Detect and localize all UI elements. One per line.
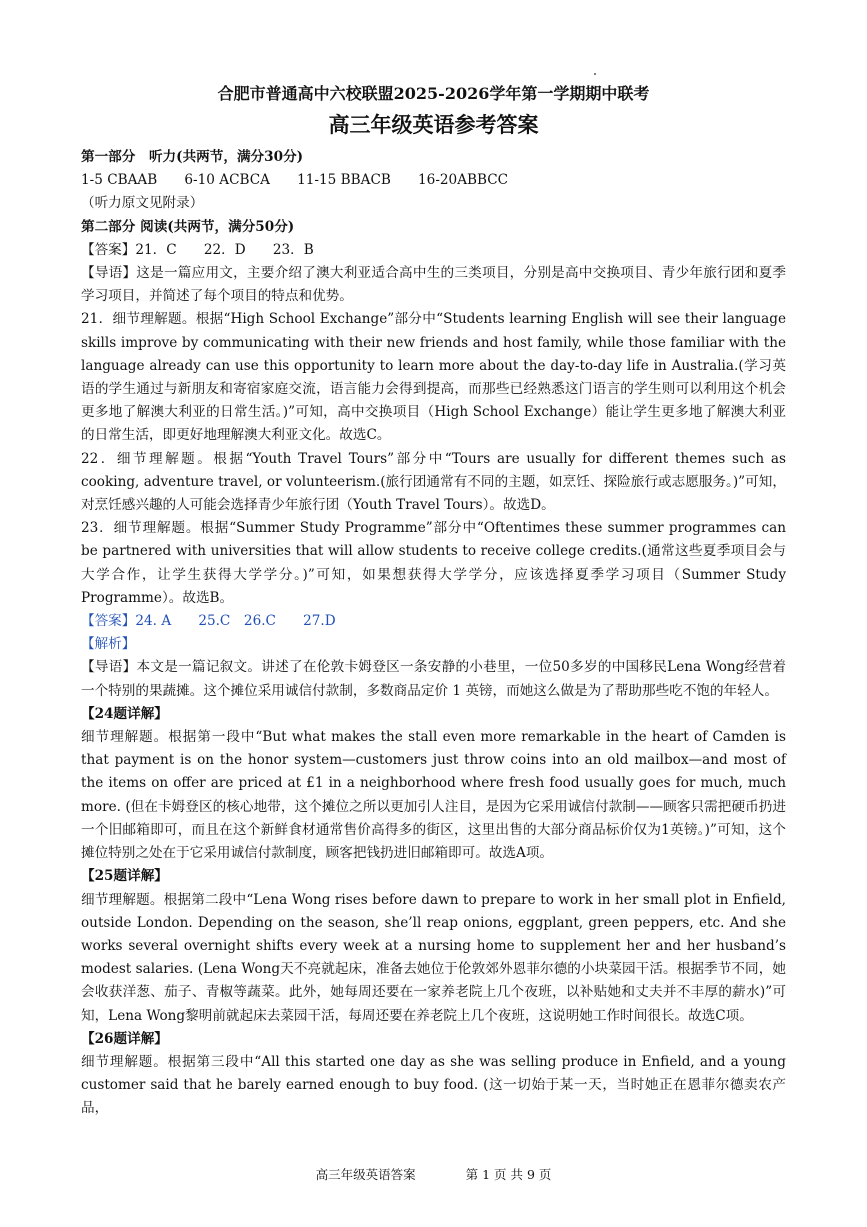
guide-b: 【导语】本文是一篇记叙文。讲述了在伦敦卡姆登区一条安静的小巷里，一位50多岁的中国移民Lena Wong经营着一个特别的果蔬摊。这个摊位采用诚信付款制，多数商品定价 1 英镑，而她这么做是为了帮助那些吃不饱的年轻人。 <box>81 659 786 699</box>
question-24-label: 【24题详解】 <box>81 705 168 722</box>
page-footer: 高三年级英语答案 第 1 页 共 9 页 <box>315 1167 552 1182</box>
analysis-label: 【解析】 <box>81 636 136 653</box>
part2-heading: 第二部分 阅读(共两节，满分50分) <box>81 218 295 235</box>
listening-answers: 1-5 CBAAB 6-10 ACBCA 11-15 BBACB 16-20ABBCC <box>81 172 509 189</box>
exam-title: 合肥市普通高中六校联盟2025-2026学年第一学期期中联考 <box>217 84 650 103</box>
answer-b: 【答案】24. A 25.C 26.C 27.D <box>81 613 336 630</box>
question-25-label: 【25题详解】 <box>81 868 168 885</box>
scan-dot <box>594 73 596 75</box>
part1-heading: 第一部分 听力(共两节，满分30分) <box>81 149 304 165</box>
answer-a: 【答案】21．C 22．D 23．B <box>81 241 314 258</box>
question-26-explanation: 细节理解题。根据第三段中“All this started one day as she was selling produce in Enfield, and a young customer said that he barely earned enough to buy food. (这一切始于某一天，当时她正在恩菲尔德卖农产品， <box>81 1053 786 1117</box>
question-22-explanation: 22．细节理解题。根据“Youth Travel Tours”部分中“Tours are usually for different themes such as cooking, adventure travel, or volunteerism.(旅行团通常有不同的主题，如烹饪、探险旅行或志愿服务。)”可知，对烹饪感兴趣的人可能会选择青少年旅行团（Youth Travel Tours）。故选D。 <box>81 450 786 514</box>
listening-note: （听力原文见附录） <box>81 195 204 212</box>
question-25-explanation: 细节理解题。根据第二段中“Lena Wong rises before dawn to prepare to work in her small plot in Enfield, outside London. Depending on the season, she’ll reap onions, eggplant, green peppers, etc. And she works several overnight shifts every week at a nursing home to supplement her and her husband’s modest salaries. (Lena Wong天不亮就起床，准备去她位于伦敦郊外恩菲尔德的小块菜园干活。根据季节不同，她会收获洋葱、茄子、青椒等蔬菜。此外，她每周还要在一家养老院上几个夜班，以补贴她和丈夫并不丰厚的薪水)”可知，Lena Wong黎明前就起床去菜园干活，每周还要在养老院上几个夜班，这说明她工作时间很长。故选C项。 <box>81 891 786 1024</box>
guide-a: 【导语】这是一篇应用文，主要介绍了澳大利亚适合高中生的三类项目，分别是高中交换项目、青少年旅行团和夏季学习项目，并简述了每个项目的特点和优势。 <box>81 265 786 305</box>
question-26-label: 【26题详解】 <box>81 1030 168 1047</box>
question-21-explanation: 21．细节理解题。根据“High School Exchange”部分中“Students learning English will see their language skills improve by communicating with their new friends and host family, while those familiar with the language already can use this opportunity to learn more about the day-to-day life in Australia.(学习英语的学生通过与新朋友和寄宿家庭交流，语言能力会得到提高，而那些已经熟悉这门语言的学生则可以利用这个机会更多地了解澳大利亚的日常生活。)”可知，高中交换项目（High School Exchange）能让学生更多地了解澳大利亚的日常生活，即更好地理解澳大利亚文化。故选C。 <box>81 311 786 444</box>
document-body <box>81 82 786 1121</box>
question-24-explanation: 细节理解题。根据第一段中“But what makes the stall even more remarkable in the heart of Camden is that payment is on the honor system—customers just throw coins into an old mailbox—and most of the items on offer are priced at £1 in a neighborhood where fresh food usually goes for much, much more. (但在卡姆登区的核心地带，这个摊位之所以更加引人注目，是因为它采用诚信付款制——顾客只需把硬币扔进一个旧邮箱即可，而且在这个新鲜食材通常售价高得多的街区，这里出售的大部分商品标价仅为1英镑。)”可知，这个摊位特别之处在于它采用诚信付款制度，顾客把钱扔进旧邮箱即可。故选A项。 <box>81 729 786 862</box>
question-23-explanation: 23．细节理解题。根据“Summer Study Programme”部分中“Oftentimes these summer programmes can be partnered with universities that will allow students to receive college credits.(通常这些夏季项目会与大学合作，让学生获得大学学分。)”可知，如果想获得大学学分，应该选择夏季学习项目（Summer Study Programme）。故选B。 <box>81 520 786 606</box>
document-title: 高三年级英语参考答案 <box>328 112 539 137</box>
